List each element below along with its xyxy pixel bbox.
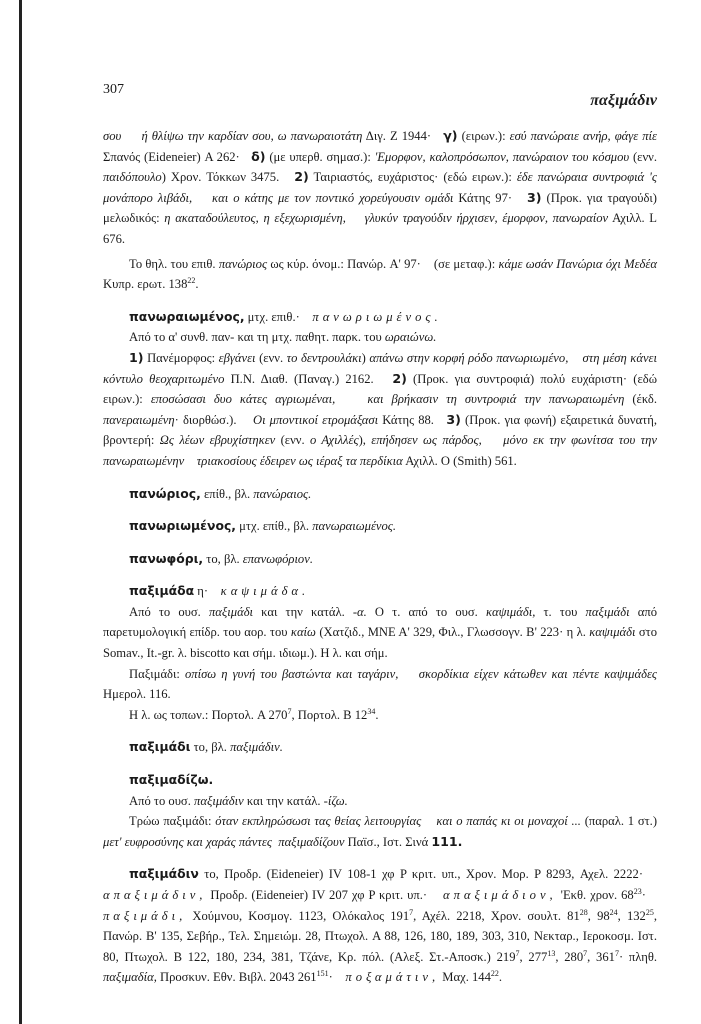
senses [103, 348, 657, 472]
cross-reference: πανώραιος. [253, 486, 312, 501]
superscript: 7 [409, 907, 414, 917]
citation: Προδρ. (Eideneier) IV 207 χφ P κριτ. υπ.· [206, 888, 428, 902]
superscript: 22 [490, 969, 499, 979]
etymology-text: O τ. από το ουσ. [366, 604, 486, 619]
quote: κάμε ωσάν Πανώρια όχι Μεδέα [498, 256, 657, 271]
gloss: (ειρων.): [457, 129, 510, 143]
etymology-text: τ. του [535, 604, 586, 619]
headword: πανωφόρι, [129, 550, 204, 566]
quote: τριακοσίους έδειρεν ως ιέραξ τα περδίκια [196, 453, 403, 468]
etymology [103, 791, 657, 812]
citation: Προσκυν. Εθν. Βιβλ. 2043 261 [156, 970, 317, 985]
note: (ενν. [255, 350, 287, 365]
entry-continuation [103, 126, 657, 250]
citation: Χούμνου, Κοσμογ. 1123, Ολόκαλος 191 [186, 908, 410, 923]
etymology-text: (Χατζιδ., MNE A' 329, Φιλ., Γλωσσογν. B' 223· η λ. [315, 625, 590, 640]
sense-number: 2) [392, 370, 407, 386]
citation: Κάτης 88. [378, 412, 434, 427]
quote: ή θλίψω την καρδίαν σου, ω πανωραιοτάτη [141, 129, 363, 143]
gloss: Παξιμάδι: [129, 666, 185, 681]
citation: Π.Ν. Διαθ. (Παναγ.) 2162. [224, 371, 374, 386]
entry-panorios [103, 484, 657, 505]
etymology-text: και την κατάλ. [253, 604, 353, 619]
running-head: παξιμάδιν [590, 92, 657, 109]
superscript: 28 [579, 907, 588, 917]
toponym-note [103, 705, 657, 726]
etymology-word: παξιμάδιν [194, 793, 244, 808]
grammar: το, βλ. [203, 551, 243, 566]
etymology-word: παξιμάδι [585, 604, 630, 619]
superscript: 151 [316, 969, 329, 979]
etymology-word: -α. [352, 604, 367, 619]
note-text: Το θηλ. του επιθ. [129, 256, 219, 271]
quote: μετ' ευφροσύνης και χαράς πάντες [103, 834, 272, 849]
entry-paksimadi [103, 737, 657, 758]
citation: Ημερολ. 116. [103, 687, 171, 702]
headword: πανωριωμένος, [129, 518, 237, 534]
etymology-word: καψιμάδι, [485, 604, 536, 619]
gloss: Τρώω παξιμάδι: [129, 814, 216, 829]
superscript: 34 [367, 706, 376, 716]
headword: πανώριος, [129, 485, 201, 501]
etymology-word: παξιμάδι [208, 604, 254, 619]
note: (ενν. [275, 433, 310, 448]
quote: παξιμαδίζουν [278, 834, 345, 849]
quote: όταν εκπληρώσωσι τας θείας λειτουργίας [215, 814, 422, 829]
cross-reference: παξιμάδιν. [230, 740, 283, 755]
headword: πανωραιωμένος, [129, 308, 245, 324]
quote: και βρήκασιν τη συντροφιά την πανωραιωμένη [367, 392, 625, 407]
citation: Αχιλλ. L 676. [103, 211, 657, 246]
note-text: H λ. ως τοπων.: Πορτολ. A 270 [129, 707, 288, 722]
sense-number: 2) [294, 169, 309, 185]
variant-form: παξιμάδι, [103, 908, 187, 923]
quote: στη μέση κάνει κόντυλο θεοχαριτωμένο [103, 350, 658, 386]
citation: ) Χρον. Τόκκων 3475. [161, 170, 280, 185]
etymology-text: στο Somav., It.-gr. λ. biscotto και σήμ. ιδιωμ.). H λ. και σήμ. [103, 625, 658, 661]
citation: , 132 [617, 908, 646, 923]
quote: 'Εμορφον, καλοπρόσωπον, πανώραιον του κόσμου [374, 149, 630, 164]
superscript: 7 [287, 706, 292, 716]
citation: 'Εκθ. χρον. 68 [556, 888, 634, 902]
grammar: επίθ., βλ. [200, 486, 254, 501]
citation: , 280 [555, 949, 584, 964]
entry-panoraiomenos [103, 307, 657, 472]
sense-number: 3) [527, 189, 542, 205]
etymology-word: καψιμάδι [589, 625, 636, 640]
quote: μόνο εκ την φωνίτσα του την πανωραιωμένην [103, 433, 657, 468]
citation: · πληθ. [618, 949, 658, 964]
note: · διορθώσ.). [174, 412, 237, 427]
sense-number: 1) [129, 349, 144, 365]
note: ) [361, 350, 370, 365]
headword: παξιμάδα [129, 583, 195, 599]
etymology [103, 602, 657, 664]
citation: Μαχ. 144 [439, 970, 491, 985]
punct: . [498, 970, 503, 985]
entry-paksimadin [103, 864, 657, 988]
quote: και ο παπάς κι οι μοναχοί ... [436, 814, 581, 829]
citation: , 277 [519, 949, 548, 964]
quote: απάνω στην κορφή ρόδο πανωριωμένο, [369, 350, 569, 365]
etymology-text: Από το α' συνθ. παν- και τη μτχ. παθητ. παρκ. του [129, 330, 385, 345]
etymology-word: -ίζω. [323, 793, 348, 808]
citation: , 361 [587, 949, 615, 964]
superscript: 25 [645, 907, 654, 917]
gloss: (Προκ. για τραγούδι) μελωδικός: [103, 190, 657, 226]
etymology-word: καίω [290, 625, 316, 640]
gloss: (με υπερθ. σημασ.): [265, 149, 375, 164]
note-word: ο Αχιλλές [309, 433, 359, 448]
citation: Αχιλλ. O (Smith) 561. [402, 453, 517, 468]
grammar: η· [194, 584, 209, 599]
quote: σκορδίκια είχεν κάτωθεν και πέντε καψιμάδες [418, 666, 658, 681]
feminine-note [103, 254, 657, 295]
sense-number: δ) [251, 148, 266, 164]
quote: σου [103, 129, 122, 143]
entry-head [103, 307, 657, 328]
superscript: 13 [547, 948, 556, 958]
variant-form: απαξιμάδιν, [103, 888, 207, 902]
citation: , Πανώρ. B' 135, Σεβήρ., Τελ. Σημειώμ. 28, Πτωχολ. A 88, 126, 180, 189, 303, 310, Νεκταρ., Ιεροκοσμ. Ιστ. 80, Πτωχολ. B 122, 180, 234, 381, Τζάνε, Κρ. πόλ. (Αλεξ. Στ.-Αποσκ.) 219 [103, 908, 658, 964]
quote: γλυκύν τραγούδιν ήρχισεν, έμορφον, πανωραίον [364, 211, 609, 226]
gloss: Πανέμορφος: [143, 350, 219, 365]
citation: Παϊσ., Ιστ. Σινά [344, 834, 432, 849]
quote: η ακαταδούλευτος, η εξεχωρισμένη, [164, 211, 346, 226]
citation: Διγ. Z 1944· [362, 129, 432, 143]
note-word: το δεντρουλάκι [286, 350, 362, 365]
note-text: (σε μεταφ.): [433, 256, 499, 271]
note-text: ως κύρ. όνομ.: Πανώρ. A' 97· [267, 256, 421, 271]
headword: παξιμάδι [129, 739, 191, 755]
etymology-text: από παρετυμολογική επίδρ. του αορ. του [103, 604, 658, 640]
etymology-word: ωραιώνω. [384, 330, 437, 345]
quote: εσύ πανώραιε ανήρ, φάγε πίε [509, 129, 658, 143]
headword: παξιμάδιν [129, 866, 199, 882]
variant-form: ποξαμάτιν, [345, 970, 440, 985]
page-number: 307 [103, 82, 124, 97]
variant-form: πανωριωμένος. [312, 309, 442, 324]
grammar: μτχ. επιθ.· [244, 309, 300, 324]
citation-number: 111. [431, 833, 463, 849]
superscript: 22 [187, 275, 196, 285]
quote: εβγάνει [218, 350, 256, 365]
superscript: 7 [515, 948, 520, 958]
grammar: μτχ. επίθ., βλ. [236, 519, 313, 534]
quote: Οι μποντικοί ετρομάξασι [252, 412, 379, 427]
quote: επήδησεν ως πάρδος, [371, 433, 482, 448]
entry-panoriomenos [103, 516, 657, 537]
note: ), [358, 433, 372, 448]
entry-paksimadizo [103, 770, 657, 852]
punct: · [328, 970, 333, 985]
variant-form: καψιμάδα. [220, 584, 310, 599]
gloss: (Προκ. για φωνή) εξαιρετικά δυνατή, βροντερή: [103, 412, 657, 448]
sense-number: 3) [446, 411, 461, 427]
note: (παραλ. 1 στ.) [580, 814, 658, 829]
etymology [103, 327, 657, 348]
grammar: το, βλ. [190, 740, 231, 755]
entry-head [103, 581, 657, 602]
quote: έδε πανώραια συντροφιά 'ς μονάπορο λιβάδι, [103, 170, 657, 205]
definition [103, 664, 657, 705]
plural-form: παξιμαδία, [103, 970, 157, 985]
note-text: , Πορτολ. B 12 [291, 707, 368, 722]
headword: παξιμαδίζω. [129, 772, 214, 788]
cross-reference: επανωφόριον. [242, 551, 313, 566]
punct: . [375, 707, 379, 722]
superscript: 24 [609, 907, 618, 917]
citation: , Αχέλ. 2218, Χρον. σουλτ. 81 [413, 908, 580, 923]
superscript: 7 [614, 948, 619, 958]
note-word: παιδόπουλο [103, 170, 162, 185]
definition [103, 811, 657, 852]
note-word: πανεραιωμένη [103, 412, 175, 427]
citation: το, Προδρ. (Eideneier) IV 108-1 χφ P κριτ. υπ., Χρον. Μορ. P 8293, Αχελ. 2222· [198, 867, 644, 882]
citation: Κυπρ. ερωτ. 138 [103, 277, 188, 292]
note-word: πανώριος [218, 256, 268, 271]
quote: και ο κάτης με τον ποντικό χορεύγουσιν ομάδι [212, 190, 454, 205]
gloss: Ταιριαστός, ευχάριστος· (εδώ ειρων.): [308, 170, 517, 185]
etymology-text: και την κατάλ. [243, 793, 324, 808]
citation: Σπανός (Eideneier) A 262· [103, 149, 240, 164]
gloss: (Προκ. για συντροφιά) πολύ ευχάριστη· (εδώ ειρων.): [103, 371, 658, 407]
quote: εποσώσασι δυο κάτες αγριωμέναι, [150, 392, 336, 407]
quote: Ως λέων εβρυχίστηκεν [159, 433, 276, 448]
sense-number: γ) [443, 128, 458, 143]
superscript: 7 [583, 948, 588, 958]
note: (ενν. [629, 149, 657, 164]
quote: οπίσω η γυνή του βαστώντα και ταγάριν, [184, 666, 399, 681]
etymology-text: Από το ουσ. [129, 604, 209, 619]
note: (έκδ. [624, 392, 657, 407]
entry-panofori [103, 549, 657, 570]
punct: . [195, 277, 199, 292]
cross-reference: πανωραιωμένος. [312, 519, 397, 534]
body-text [103, 126, 657, 988]
citation: , 98 [587, 908, 610, 923]
variant-form: απαξιμάδιον, [442, 888, 557, 902]
entry-paksimada [103, 581, 657, 725]
punct: · [641, 888, 646, 902]
etymology-text: Από το ουσ. [129, 793, 195, 808]
entry-head [103, 770, 657, 791]
citation: Κάτης 97· [453, 190, 513, 205]
superscript: 23 [633, 886, 642, 896]
